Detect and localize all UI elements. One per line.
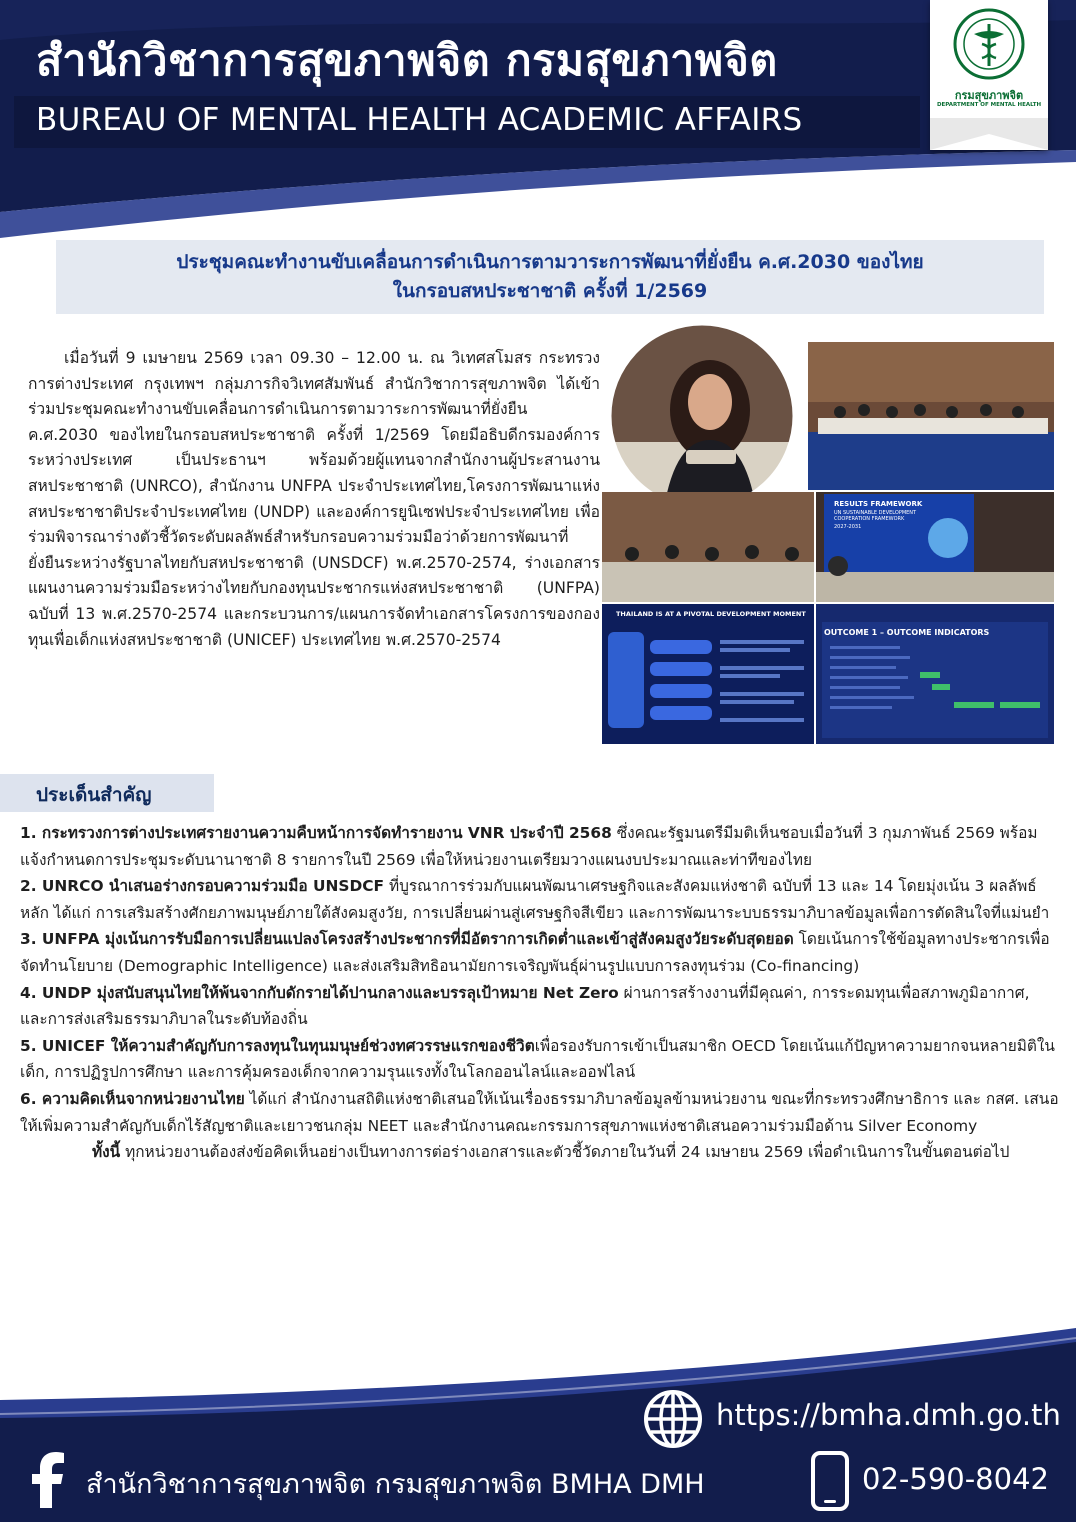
key-point-1 <box>20 820 1060 873</box>
collage-background <box>602 322 1054 748</box>
slide-results-framework-title: RESULTS FRAMEWORK <box>834 500 923 508</box>
header-title-english: BUREAU OF MENTAL HEALTH ACADEMIC AFFAIRS <box>36 102 803 138</box>
key-point-3-text: โดยเน้นการใช้ข้อมูลทางประชากรเพื่อจัดทำนโยบาย (Demographic Intelligence) และส่งเสริมสิทธิอนามัยการเจริญพันธุ์ผ่านรูปแบบการลงทุนร่วม (Co-financing) <box>20 930 1050 975</box>
intro-text: เมื่อวันที่ 9 เมษายน 2569 เวลา 09.30 – 12.00 น. ณ วิเทศสโมสร กระทรวงการต่างประเทศ กรุงเทพฯ กลุ่มภารกิจวิเทศสัมพันธ์ สำนักวิชาการสุขภาพจิต ได้เข้าร่วมประชุมคณะทำงานขับเคลื่อนการดำเนินการตามวาระการพัฒนาที่ยั่งยืน ค.ศ.2030 ของไทยในกรอบสหประชาชาติ ครั้งที่ 1/2569 โดยมีอธิบดีกรมองค์การระหว่างประเทศ เป็นประธานฯ พร้อมด้วยผู้แทนจากสำนักงานผู้ประสานงานสหประชาชาติ (UNRCO), สำนักงาน UNFPA ประจำประเทศไทย,โครงการพัฒนาแห่งสหประชาชาติประจำประเทศไทย (UNDP) และองค์การยูนิเซฟประจำประเทศไทย เพื่อร่วมพิจารณาร่างตัวชี้วัดระดับผลลัพธ์สำหรับกรอบความร่วมมือว่าด้วยการพัฒนาที่ยั่งยืนระหว่างรัฐบาลไทยกับสหประชาชาติ (UNSDCF) พ.ศ.2570-2574, ร่างเอกสารแผนงานความร่วมมือระหว่างไทยกับกองทุนประชากรแห่งสหประชาชาติ (UNFPA) ฉบับที่ 13 พ.ศ.2570-2574 และกระบวนการ/แผนการจัดทำเอกสารโครงการของกองทุนเพื่อเด็กแห่งสหประชาชาติ (UNICEF) ประเทศไทย พ.ศ.2570-2574 <box>28 349 600 649</box>
phone-number[interactable]: 02-590-8042 <box>862 1462 1049 1496</box>
phone-icon <box>810 1450 850 1512</box>
key-point-2 <box>20 873 1060 926</box>
key-point-3-lead: 3. UNFPA มุ่งเน้นการรับมือการเปลี่ยนแปลงโครงสร้างประชากรที่มีอัตราการเกิดต่ำและเข้าสู่สังคมสูงวัยระดับสุดยอด <box>20 930 794 949</box>
slide-pivotal-moment: THAILAND IS AT A PIVOTAL DEVELOPMENT MOMENT <box>616 610 806 618</box>
department-logo <box>930 0 1048 150</box>
facebook-page-name[interactable]: สำนักวิชาการสุขภาพจิต กรมสุขภาพจิต BMHA DMH <box>86 1469 705 1500</box>
website-url[interactable]: https://bmha.dmh.go.th <box>716 1398 1061 1432</box>
facebook-icon[interactable] <box>30 1452 70 1508</box>
key-point-6-text: ได้แก่ สำนักงานสถิติแห่งชาติเสนอให้เน้นเรื่องธรรมาภิบาลข้อมูลข้ามหน่วยงาน ขณะที่กระทรวงศึกษาธิการ และ กสศ. เสนอให้เพิ่มความสำคัญกับเด็กไร้สัญชาติและเยาวชนกลุ่ม NEET และสำนักงานคณะกรรมการสุขภาพแห่งชาติเสนอความร่วมมือด้าน Silver Economy <box>20 1089 1059 1135</box>
key-point-2-text: ที่บูรณาการร่วมกับแผนพัฒนาเศรษฐกิจและสังคมแห่งชาติ ฉบับที่ 13 และ 14 โดยมุ่งเน้น 3 ผลลัพธ์หลัก ได้แก่ การเสริมสร้างศักยภาพมนุษย์ภายใต้สังคมสูงวัย, การเปลี่ยนผ่านสู่เศรษฐกิจสีเขียว และการพัฒนาระบบธรรมาภิบาลข้อมูลเพื่อการตัดสินใจที่แม่นยำ <box>20 877 1050 922</box>
closing-lead: ทั้งนี้ <box>92 1143 121 1162</box>
key-point-1-lead: 1. กระทรวงการต่างประเทศรายงานความคืบหน้าการจัดทำรายงาน VNR ประจำปี 2568 <box>20 824 612 842</box>
globe-icon <box>642 1388 704 1450</box>
key-point-6 <box>20 1086 1060 1139</box>
header-title-thai: สำนักวิชาการสุขภาพจิต กรมสุขภาพจิต <box>36 36 778 86</box>
key-point-1-text: ซึ่งคณะรัฐมนตรีมีมติเห็นชอบเมื่อวันที่ 3 กุมภาพันธ์ 2569 พร้อมแจ้งกำหนดการประชุมระดับนานาชาติ 8 รายการในปี 2569 เพื่อให้หน่วยงานเตรียมวางแผนงบประมาณและท่าทีของไทย <box>20 824 1038 869</box>
closing-text: ทุกหน่วยงานต้องส่งข้อคิดเห็นอย่างเป็นทางการต่อร่างเอกสารและตัวชี้วัดภายในวันที่ 24 เมษายน 2569 เพื่อดำเนินการในขั้นตอนต่อไป <box>120 1143 1010 1162</box>
key-point-4 <box>20 980 1060 1033</box>
section-heading-text: ประเด็นสำคัญ <box>36 784 152 806</box>
key-points-list <box>20 820 1060 1166</box>
key-point-3 <box>20 926 1060 979</box>
photo-collage <box>602 322 1054 748</box>
key-point-5 <box>20 1033 1060 1086</box>
key-point-4-text: ผ่านการสร้างงานที่มีคุณค่า, การระดมทุนเพื่อสภาพภูมิอากาศ, และการส่งเสริมธรรมาภิบาลในระดับท้องถิ่น <box>20 983 1030 1029</box>
document-title <box>56 240 1044 314</box>
header-banner <box>0 0 1076 238</box>
document-title-line-1: ประชุมคณะทำงานขับเคลื่อนการดำเนินการตามวาระการพัฒนาที่ยั่งยืน ค.ศ.2030 ของไทย <box>176 251 924 273</box>
logo-thai-name: กรมสุขภาพจิต <box>954 89 1024 102</box>
slide-outcome-indicators: OUTCOME 1 – OUTCOME INDICATORS <box>824 628 990 637</box>
section-heading-key-points <box>0 774 214 812</box>
slide-results-framework-subtitle: UN SUSTAINABLE DEVELOPMENT COOPERATION FRAMEWORK <box>834 510 917 522</box>
key-point-5-lead: 5. UNICEF ให้ความสำคัญกับการลงทุนในทุนมนุษย์ช่วงทศวรรษแรกของชีวิต <box>20 1036 535 1055</box>
department-of-mental-health-logo-icon <box>930 0 1048 150</box>
key-point-2-lead: 2. UNRCO นำเสนอร่างกรอบความร่วมมือ UNSDCF <box>20 877 385 896</box>
key-point-5-text: เพื่อรองรับการเข้าเป็นสมาชิก OECD โดยเน้นแก้ปัญหาความยากจนหลายมิติในเด็ก, การปฏิรูปการศึกษา และการคุ้มครองเด็กจากความรุนแรงทั้งในโลกออนไลน์และออฟไลน์ <box>20 1036 1055 1082</box>
intro-paragraph <box>28 346 600 653</box>
slide-results-framework-years: 2027-2031 <box>834 524 862 530</box>
key-point-6-lead: 6. ความคิดเห็นจากหน่วยงานไทย <box>20 1089 245 1108</box>
closing-paragraph <box>20 1139 1060 1166</box>
key-point-4-lead: 4. UNDP มุ่งสนับสนุนไทยให้พ้นจากกับดักรายได้ปานกลางและบรรลุเป้าหมาย Net Zero <box>20 983 619 1002</box>
document-title-line-2: ในกรอบสหประชาชาติ ครั้งที่ 1/2569 <box>392 280 708 302</box>
logo-english-name: DEPARTMENT OF MENTAL HEALTH <box>936 102 1042 108</box>
